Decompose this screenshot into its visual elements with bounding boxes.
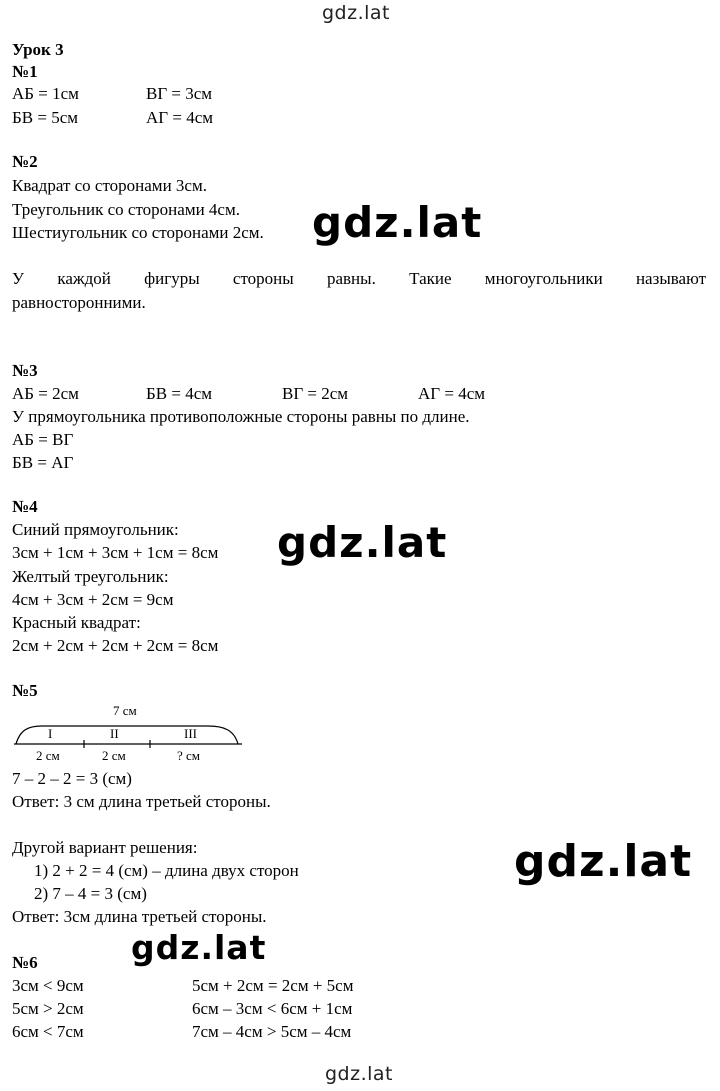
- task6-left: 3см < 9см: [12, 976, 84, 995]
- task4-line: 3см + 1см + 3см + 1см = 8см: [12, 543, 219, 562]
- task6-left: 5см > 2см: [12, 999, 84, 1018]
- watermark-2: gdz.lat: [277, 518, 448, 567]
- task3-title: №3: [12, 361, 38, 380]
- task6-right: 7см – 4см > 5см – 4см: [192, 1022, 352, 1041]
- task6-right: 6см – 3см < 6см + 1см: [192, 999, 353, 1018]
- task2-paragraph-line2: равносторонними.: [12, 293, 146, 312]
- task2-title: №2: [12, 152, 38, 171]
- task5-title: №5: [12, 681, 38, 700]
- task4-line: Желтый треугольник:: [12, 567, 169, 586]
- task1-line: ВГ = 3см: [146, 84, 213, 103]
- segment-diagram: [12, 700, 244, 766]
- task1-title: №1: [12, 62, 38, 81]
- task5-answer: Ответ: 3 см длина третьей стороны.: [12, 792, 271, 811]
- task2-line: Треугольник со сторонами 4см.: [12, 200, 240, 219]
- task5-alt-title: Другой вариант решения:: [12, 838, 198, 857]
- task5-step: 2) 7 – 4 = 3 (см): [34, 884, 147, 903]
- part-label: I: [48, 726, 53, 741]
- task5-alt-answer: Ответ: 3см длина третьей стороны.: [12, 907, 267, 926]
- part-label: II: [110, 726, 119, 741]
- part-length-label: 2 см: [102, 748, 126, 763]
- task2-paragraph-line1: У каждой фигуры стороны равны. Такие многоугольники называют: [12, 269, 706, 288]
- task2-line: Квадрат со сторонами 3см.: [12, 176, 207, 195]
- watermark-bottom: gdz.lat: [325, 1063, 394, 1085]
- part-length-label: ? см: [177, 748, 201, 763]
- total-length-label: 7 см: [113, 703, 137, 718]
- task1-line: БВ = 5см: [12, 108, 78, 127]
- task3-eq: БВ = АГ: [12, 453, 74, 472]
- watermark-4: gdz.lat: [131, 928, 267, 967]
- task2-line: Шестиугольник со сторонами 2см.: [12, 223, 264, 242]
- watermark-1: gdz.lat: [312, 198, 483, 247]
- task1-line: АГ = 4см: [146, 108, 213, 127]
- task3-value: ВГ = 2см: [282, 384, 349, 403]
- task5-calc: 7 – 2 – 2 = 3 (см): [12, 769, 132, 788]
- part-length-label: 2 см: [36, 748, 60, 763]
- task3-value: АБ = 2см: [12, 384, 79, 403]
- task3-eq: АБ = ВГ: [12, 430, 74, 449]
- task3-text: У прямоугольника противоположные стороны равны по длине.: [12, 407, 470, 426]
- task5-step: 1) 2 + 2 = 4 (см) – длина двух сторон: [34, 861, 299, 880]
- task4-line: Красный квадрат:: [12, 613, 141, 632]
- lesson-title: Урок 3: [12, 40, 64, 59]
- watermark-3: gdz.lat: [514, 836, 693, 887]
- task4-title: №4: [12, 497, 38, 516]
- task4-line: Синий прямоугольник:: [12, 520, 179, 539]
- task6-title: №6: [12, 953, 38, 972]
- part-label: III: [184, 726, 197, 741]
- task4-line: 4см + 3см + 2см = 9см: [12, 590, 174, 609]
- task6-right: 5см + 2см = 2см + 5см: [192, 976, 354, 995]
- task3-value: БВ = 4см: [146, 384, 212, 403]
- task1-line: АБ = 1см: [12, 84, 79, 103]
- task6-left: 6см < 7см: [12, 1022, 84, 1041]
- watermark-top: gdz.lat: [322, 2, 391, 24]
- task4-line: 2см + 2см + 2см + 2см = 8см: [12, 636, 219, 655]
- task3-value: АГ = 4см: [418, 384, 485, 403]
